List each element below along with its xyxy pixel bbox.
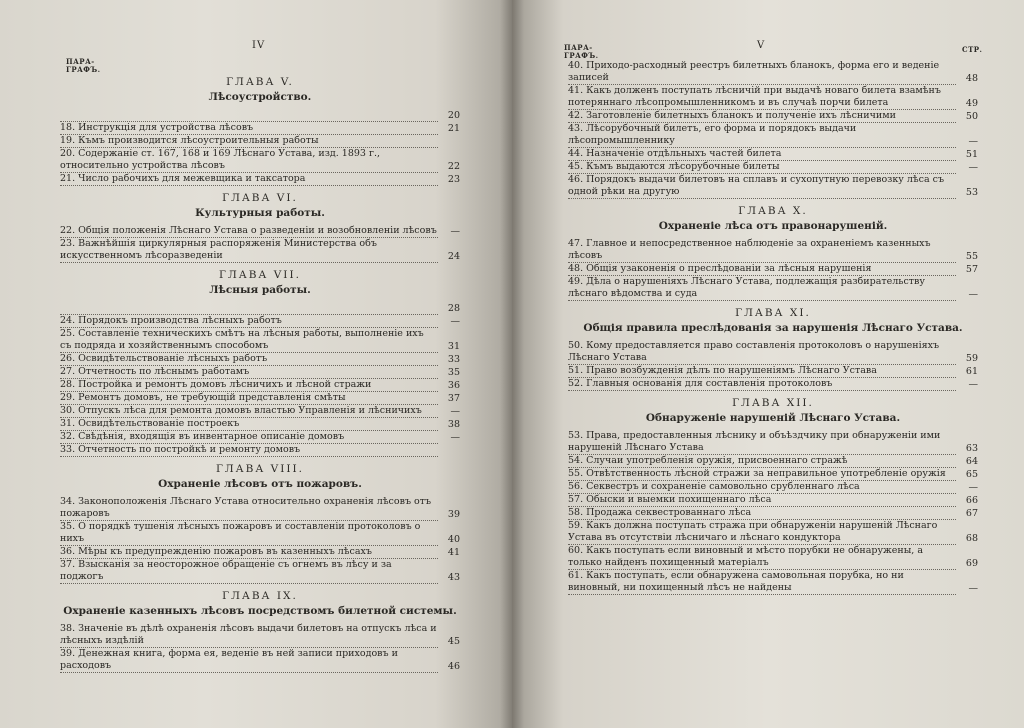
toc-entry — [60, 353, 460, 366]
toc-entry — [60, 546, 460, 559]
entry-page-number: 61 — [965, 366, 978, 377]
entry-page-number: 55 — [965, 251, 978, 262]
chapter-heading: ГЛАВА VIII. — [215, 463, 305, 475]
entry-text: 50. Кому предоставляется право составленія протоколовъ о нарушеніяхъ Лѣснаго Устава — [568, 340, 956, 365]
entry-text: 48. Общія узаконенія о преслѣдованіи за лѣсныя нарушенія — [568, 263, 956, 276]
entry-page-number: — — [968, 379, 978, 390]
entry-page-number: — — [450, 432, 460, 443]
toc-section — [60, 192, 460, 263]
right-page — [512, 0, 1024, 728]
toc-entry — [60, 148, 460, 173]
toc-entry — [60, 559, 460, 584]
entry-page-number: — — [450, 316, 460, 327]
toc-entry — [60, 431, 460, 444]
entry-text: 35. О порядкѣ тушенія лѣсныхъ пожаровъ и составленіи протоколовъ о нихъ — [60, 521, 438, 546]
toc-entry — [568, 60, 978, 85]
entry-text: 39. Денежная книга, форма ея, веденіе въ ней записи приходовъ и расходовъ — [60, 648, 438, 673]
entry-text: 44. Назначеніе отдѣльныхъ частей билета — [568, 148, 956, 161]
entry-page-number: 50 — [965, 111, 978, 122]
entry-text: 60. Какъ поступать если виновный и мѣсто порубки не обнаружены, а только найденъ похищенный матеріалъ — [568, 545, 956, 570]
entry-text: 56. Секвестръ и сохраненіе самовольно срубленнаго лѣса — [568, 481, 956, 494]
entry-text: 32. Свѣдѣнія, входящія въ инвентарное описаніе домовъ — [60, 431, 438, 444]
entry-text: 40. Приходо-расходный реестръ билетныхъ бланокъ, форма его и веденіе записей — [568, 60, 956, 85]
entry-page-number: — — [450, 406, 460, 417]
toc-entry — [60, 392, 460, 405]
entry-page-number: 23 — [447, 174, 460, 185]
entry-page-number: 33 — [447, 354, 460, 365]
entry-page-number: 24 — [447, 251, 460, 262]
entry-text: 24. Порядокъ производства лѣсныхъ работъ — [60, 315, 438, 328]
toc-section — [568, 60, 978, 199]
entry-text: 46. Порядокъ выдачи билетовъ на сплавъ и сухопутную перевозку лѣса съ одной рѣки на другую — [568, 174, 956, 199]
toc-entry — [568, 123, 978, 148]
entry-text: 45. Къмъ выдаются лѣсорубочные билеты — [568, 161, 956, 174]
entry-text: 61. Какъ поступать, если обнаружена самовольная порубка, но ни виновный, ни похищенный лѣсъ не найдены — [568, 570, 956, 595]
entry-page-number: — — [968, 482, 978, 493]
entry-text: 23. Важнѣйшія циркулярныя распоряженія Министерства объ искусственномъ лѣсоразведеніи — [60, 238, 438, 263]
toc-entry — [568, 110, 978, 123]
entry-text: 37. Взысканія за неосторожное обращеніе съ огнемъ въ лѣсу и за поджогъ — [60, 559, 438, 584]
toc-entry — [568, 276, 978, 301]
entry-text: 26. Освидѣтельствованіе лѣсныхъ работъ — [60, 353, 438, 366]
entry-page-number: 20 — [447, 110, 460, 121]
entry-text: 36. Мѣры къ предупрежденію пожаровъ въ казенныхъ лѣсахъ — [60, 546, 438, 559]
entry-page-number: 59 — [965, 353, 978, 364]
entry-page-number: 43 — [447, 572, 460, 583]
entry-text: 49. Дѣла о нарушеніяхъ Лѣснаго Устава, подлежащія разбирательству лѣснаго вѣдомства и суда — [568, 276, 956, 301]
entry-page-number: 35 — [447, 367, 460, 378]
toc-entry — [568, 545, 978, 570]
entry-text: 58. Продажа секвестрованнаго лѣса — [568, 507, 956, 520]
toc-entry — [568, 481, 978, 494]
toc-entry — [568, 455, 978, 468]
entry-page-number: 22 — [447, 161, 460, 172]
toc-entry — [568, 85, 978, 110]
entry-page-number: 63 — [965, 443, 978, 454]
entry-text: 54. Случаи употребленія оружія, присвоеннаго стражѣ — [568, 455, 956, 468]
toc-left — [60, 70, 460, 673]
chapter-title: Охраненіе лѣса отъ правонарушеній. — [658, 220, 888, 232]
toc-entry — [568, 430, 978, 455]
entry-text: 28. Постройка и ремонтъ домовъ лѣсничихъ и лѣсной стражи — [60, 379, 438, 392]
entry-page-number: 36 — [447, 380, 460, 391]
toc-entry — [60, 496, 460, 521]
entry-text: 31. Освидѣтельствованіе построекъ — [60, 418, 438, 431]
book-gutter — [500, 0, 524, 728]
chapter-title: Лѣсоустройство. — [208, 91, 312, 103]
toc-entry — [60, 405, 460, 418]
chapter-title: Общія правила преслѣдованія за нарушенія Лѣснаго Устава. — [583, 322, 963, 334]
entry-text: 51. Право возбужденія дѣлъ по нарушеніямъ Лѣснаго Устава — [568, 365, 956, 378]
entry-page-number: — — [968, 583, 978, 594]
toc-section — [60, 590, 460, 673]
toc-entry — [568, 148, 978, 161]
toc-entry — [568, 365, 978, 378]
toc-section — [568, 397, 978, 595]
toc-entry — [568, 378, 978, 391]
toc-section — [568, 307, 978, 391]
toc-entry — [60, 366, 460, 379]
chapter-title: Обнаруженіе нарушеній Лѣснаго Устава. — [645, 412, 901, 424]
entry-page-number: 68 — [965, 533, 978, 544]
entry-page-number: — — [968, 162, 978, 173]
chapter-title: Охраненіе лѣсовъ отъ пожаровъ. — [158, 478, 362, 490]
entry-text: 22. Общія положенія Лѣснаго Устава о разведеніи и возобновленіи лѣсовъ — [60, 225, 437, 236]
entry-page-number: 67 — [965, 508, 978, 519]
toc-entry — [60, 418, 460, 431]
entry-page-number: — — [450, 226, 460, 237]
entry-page-number: 37 — [447, 393, 460, 404]
entry-text: 55. Отвѣтственность лѣсной стражи за неправильное употребленіе оружія — [568, 468, 956, 481]
entry-text: 42. Заготовленіе билетныхъ бланокъ и полученіе ихъ лѣсничими — [568, 110, 956, 123]
entry-text: 53. Права, предоставленныя лѣснику и объѣздчику при обнаруженіи ими нарушеній Лѣснаго Устава — [568, 430, 956, 455]
chapter-heading: ГЛАВА IX. — [222, 590, 298, 602]
chapter-heading: ГЛАВА VI. — [222, 192, 298, 204]
toc-entry — [60, 225, 460, 238]
entry-text: 57. Обыски и выемки похищеннаго лѣса — [568, 494, 956, 507]
column-header-paragraph: ПАРА- ГРАФЪ. — [564, 43, 599, 60]
chapter-title: Охраненіе казенныхъ лѣсовъ посредствомъ билетной системы. — [63, 605, 457, 617]
entry-text: 52. Главныя основанія для составленія протоколовъ — [568, 378, 956, 391]
entry-text: 29. Ремонтъ домовъ, не требующій представленія смѣты — [60, 392, 438, 405]
entry-text: 21. Число рабочихъ для межевщика и таксатора — [60, 173, 438, 186]
column-header-page: СТР. — [962, 45, 983, 54]
chapter-title: Лѣсныя работы. — [209, 284, 311, 296]
toc-entry — [60, 122, 460, 135]
toc-section — [60, 76, 460, 186]
toc-entry — [60, 173, 460, 186]
entry-page-number: — — [968, 136, 978, 147]
entry-text: 38. Значеніе въ дѣлѣ охраненія лѣсовъ выдачи билетовъ на отпускъ лѣса и лѣсныхъ издѣлій — [60, 623, 437, 646]
entry-text: 47. Главное и непосредственное наблюденіе за охраненіемъ казенныхъ лѣсовъ — [568, 238, 956, 263]
entry-text: 27. Отчетность по лѣснымъ работамъ — [60, 366, 438, 379]
chapter-heading: ГЛАВА X. — [738, 205, 808, 217]
entry-text: 41. Какъ долженъ поступать лѣсничій при выдачѣ новаго билета взамѣнъ потеряннаго лѣсопромышленникомъ и въ случаѣ порчи билета — [568, 85, 956, 110]
toc-entry — [568, 161, 978, 174]
entry-text — [60, 109, 438, 122]
entry-text: 33. Отчетность по постройкѣ и ремонту домовъ — [60, 444, 438, 457]
entry-text: 19. Къмъ производится лѣсоустроительныя работы — [60, 135, 438, 148]
entry-page-number: 28 — [447, 303, 460, 314]
toc-entry — [60, 109, 460, 122]
entry-page-number: 46 — [447, 661, 460, 672]
entry-page-number: — — [968, 289, 978, 300]
toc-entry — [568, 468, 978, 481]
toc-entry — [568, 520, 978, 545]
entry-page-number: 64 — [965, 456, 978, 467]
toc-entry — [60, 315, 460, 328]
toc-entry — [60, 328, 460, 353]
entry-page-number: 40 — [447, 534, 460, 545]
toc-entry — [60, 623, 460, 648]
toc-entry — [60, 648, 460, 673]
column-header-paragraph: ПАРА- ГРАФЪ. — [66, 57, 101, 74]
entry-text — [60, 302, 438, 315]
entry-text: 25. Составленіе техническихъ смѣтъ на лѣсныя работы, выполненіе ихъ съ подряда и хозяйственнымъ способомъ — [60, 328, 438, 353]
entry-page-number: 65 — [965, 469, 978, 480]
entry-page-number: 66 — [965, 495, 978, 506]
entry-page-number: 69 — [965, 558, 978, 569]
page-number: V — [757, 40, 766, 51]
toc-entry — [568, 174, 978, 199]
chapter-heading: ГЛАВА VII. — [219, 269, 301, 281]
entry-page-number: 45 — [447, 636, 460, 647]
entry-text: 59. Какъ должна поступать стража при обнаруженіи нарушеній Лѣснаго Устава въ отсутствіи лѣсничаго и лѣснаго кондуктора — [568, 520, 956, 545]
entry-page-number: 53 — [965, 187, 978, 198]
toc-entry — [568, 263, 978, 276]
entry-page-number: 31 — [447, 341, 460, 352]
entry-page-number: 38 — [447, 419, 460, 430]
toc-section — [60, 463, 460, 584]
entry-text: 18. Инструкція для устройства лѣсовъ — [60, 122, 438, 135]
entry-text: 30. Отпускъ лѣса для ремонта домовъ властью Управленія и лѣсничихъ — [60, 405, 438, 418]
entry-page-number: 41 — [447, 547, 460, 558]
toc-section — [60, 269, 460, 457]
toc-entry — [60, 379, 460, 392]
toc-entry — [568, 507, 978, 520]
entry-page-number: 21 — [447, 123, 460, 134]
chapter-title: Культурныя работы. — [195, 207, 325, 219]
chapter-heading: ГЛАВА XI. — [735, 307, 811, 319]
entry-page-number: 57 — [965, 264, 978, 275]
toc-entry — [568, 570, 978, 595]
entry-page-number: 49 — [965, 98, 978, 109]
toc-entry — [60, 135, 460, 148]
entry-page-number: 51 — [965, 149, 978, 160]
toc-entry — [568, 494, 978, 507]
entry-text: 34. Законоположенія Лѣснаго Устава относительно охраненія лѣсовъ отъ пожаровъ — [60, 496, 438, 521]
entry-page-number: 48 — [965, 73, 978, 84]
toc-entry — [568, 340, 978, 365]
toc-entry — [60, 521, 460, 546]
chapter-heading: ГЛАВА V. — [226, 76, 294, 88]
entry-page-number: 39 — [447, 509, 460, 520]
toc-entry — [568, 238, 978, 263]
toc-entry — [60, 444, 460, 457]
toc-right — [568, 60, 978, 595]
page-number: IV — [252, 40, 266, 51]
toc-section — [568, 205, 978, 301]
entry-text: 43. Лѣсорубочный билетъ, его форма и порядокъ выдачи лѣсопромышленнику — [568, 123, 956, 148]
chapter-heading: ГЛАВА XII. — [732, 397, 814, 409]
entry-text: 20. Содержаніе ст. 167, 168 и 169 Лѣснаго Устава, изд. 1893 г., относительно устройства лѣсовъ — [60, 148, 438, 173]
toc-entry — [60, 302, 460, 315]
toc-entry — [60, 238, 460, 263]
